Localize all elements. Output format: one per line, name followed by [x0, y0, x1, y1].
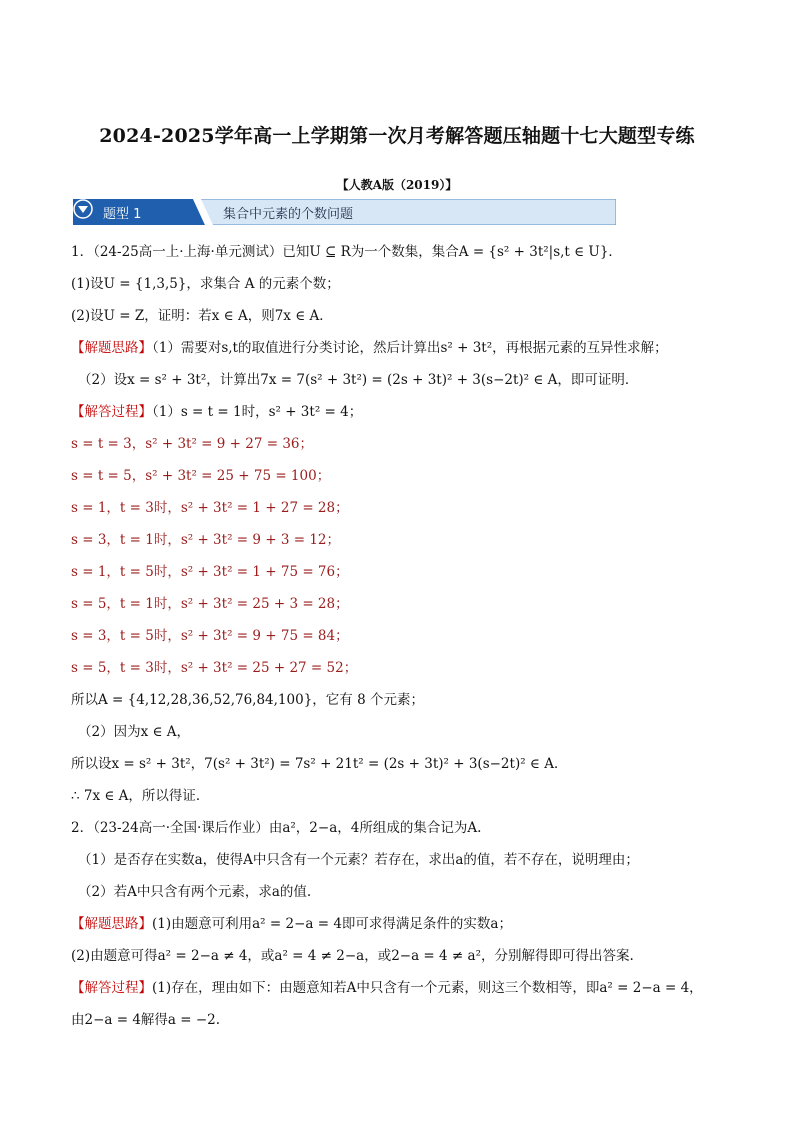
process-line-1 [71, 403, 362, 421]
case-line: s = t = 3，s² + 3t² = 9 + 27 = 36； [71, 436, 314, 452]
question-1-part-2: (2)设U = Z，证明：若x ∈ A，则7x ∈ A． [71, 308, 333, 324]
idea-label: 【解题思路】 [71, 340, 152, 356]
idea-line-2: （2）设x = s² + 3t²，计算出7x = 7(s² + 3t²) = (2s + 3t)² + 3(s−2t)² ∈ A，即可证明． [78, 372, 639, 388]
q2-process-line-1 [71, 979, 703, 997]
q2-process-line-2: 由2−a = 4解得a = −2. [71, 1012, 221, 1028]
section-title: 集合中元素的个数问题 [223, 207, 354, 222]
proof-line-2: 所以设x = s² + 3t²，7(s² + 3t²) = 7s² + 21t² = (2s + 3t)² + 3(s−2t)² ∈ A． [71, 756, 568, 772]
question-1-stem: 1．（24-25高一上·上海·单元测试）已知U ⊆ R为一个数集，集合A = {s² + 3t²|s,t ∈ U}． [71, 244, 622, 260]
q2-idea-line-2: (2)由题意可得a² = 2−a ≠ 4，或a² = 4 ≠ 2−a，或2−a = 4 ≠ a²，分别解得即可得出答案. [71, 948, 634, 964]
q2-idea-text: (1)由题意可利用a² = 2−a = 4即可求得满足条件的实数a； [152, 916, 512, 932]
question-2-part-2: （2）若A中只含有两个元素，求a的值. [78, 884, 312, 900]
proof-conclusion: ∴ 7x ∈ A，所以得证． [71, 788, 210, 804]
proof-line-1: （2）因为x ∈ A， [78, 724, 191, 740]
section-banner [73, 199, 616, 225]
case-line: s = 1，t = 5时，s² + 3t² = 1 + 75 = 76； [71, 564, 349, 580]
question-2-part-1: （1）是否存在实数a，使得A中只含有一个元素？若存在，求出a的值，若不存在，说明理由； [78, 852, 639, 868]
case-line: s = 5，t = 1时，s² + 3t² = 25 + 3 = 28； [71, 596, 349, 612]
edition-label: 【人教A版（2019）】 [336, 178, 458, 192]
section-tag: 题型 1 [103, 207, 142, 222]
question-1-part-1: (1)设U = {1,3,5}，求集合 A 的元素个数； [71, 276, 340, 292]
case-line: s = t = 5，s² + 3t² = 25 + 75 = 100； [71, 468, 331, 484]
q2-process-text: (1)存在，理由如下：由题意知若A中只含有一个元素，则这三个数相等，即a² = 2−a = 4， [152, 980, 703, 996]
process-label: 【解答过程】 [71, 980, 152, 996]
q2-idea-line-1 [71, 915, 512, 933]
case-line: s = 5，t = 3时，s² + 3t² = 25 + 27 = 52； [71, 660, 358, 676]
case-line: s = 1，t = 3时，s² + 3t² = 1 + 27 = 28； [71, 500, 349, 516]
set-result-line: 所以A = {4,12,28,36,52,76,84,100}，它有 8 个元素； [71, 692, 424, 708]
idea-text: （1）需要对s,t的取值进行分类讨论，然后计算出s² + 3t²，再根据元素的互异性求解； [152, 340, 668, 356]
case-line: s = 3，t = 5时，s² + 3t² = 9 + 75 = 84； [71, 628, 349, 644]
process-text: （1）s = t = 1时，s² + 3t² = 4； [152, 404, 363, 420]
process-label: 【解答过程】 [71, 404, 152, 420]
case-line: s = 3，t = 1时，s² + 3t² = 9 + 3 = 12； [71, 532, 341, 548]
page-title: 2024-2025学年高一上学期第一次月考解答题压轴题十七大题型专练 [99, 125, 695, 147]
question-2-stem: 2．（23-24高一·全国·课后作业）由a²，2−a，4所组成的集合记为A. [71, 820, 482, 836]
idea-label: 【解题思路】 [71, 916, 152, 932]
chevron-down-icon[interactable] [73, 199, 93, 219]
idea-line-1 [71, 339, 668, 357]
